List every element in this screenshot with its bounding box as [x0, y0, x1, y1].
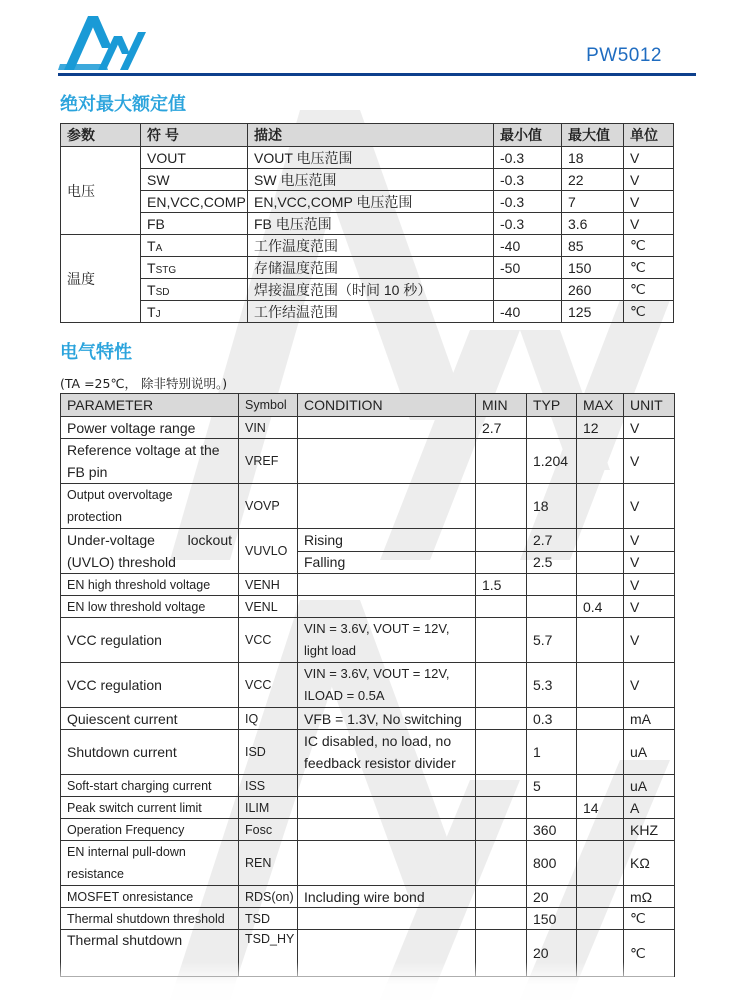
col-header-min: 最小值 — [494, 124, 562, 147]
symbol-cell: RDS(on) — [239, 886, 298, 908]
param-cell: Thermal shutdown threshold — [61, 908, 239, 930]
condition-cell: VIN = 3.6V, VOUT = 12V, ILOAD = 0.5A — [298, 663, 476, 708]
condition-cell — [298, 775, 476, 797]
table-row — [61, 819, 675, 841]
max-cell — [577, 484, 624, 529]
max-cell — [577, 730, 624, 775]
abs-max-table — [60, 123, 674, 323]
min-cell — [494, 279, 562, 301]
param-cell: Power voltage range — [61, 417, 239, 439]
unit-cell: ℃ — [624, 279, 674, 301]
table-row — [61, 708, 675, 730]
unit-cell: uA — [624, 730, 675, 775]
table-row — [61, 841, 675, 886]
max-cell: 12 — [577, 417, 624, 439]
unit-cell: V — [624, 169, 674, 191]
unit-cell: ℃ — [624, 301, 674, 323]
desc-cell: SW 电压范围 — [248, 169, 494, 191]
min-cell: -50 — [494, 257, 562, 279]
typ-cell: 18 — [527, 484, 577, 529]
table-row — [61, 529, 675, 552]
unit-cell: V — [624, 417, 675, 439]
min-cell — [476, 841, 527, 886]
condition-cell — [298, 484, 476, 529]
col-header-condition: CONDITION — [298, 394, 476, 417]
typ-cell: 20 — [527, 930, 577, 977]
unit-cell: mA — [624, 708, 675, 730]
unit-cell: V — [624, 147, 674, 169]
min-cell — [476, 708, 527, 730]
table-row — [61, 213, 674, 235]
condition-cell: Rising — [298, 529, 476, 552]
unit-cell: V — [624, 574, 675, 596]
table-row — [61, 775, 675, 797]
symbol-cell: TSD — [141, 279, 248, 301]
typ-cell — [527, 797, 577, 819]
unit-cell: KHZ — [624, 819, 675, 841]
symbol-cell: VCC — [239, 618, 298, 663]
unit-cell: uA — [624, 775, 675, 797]
param-cell: Peak switch current limit — [61, 797, 239, 819]
condition-cell — [298, 797, 476, 819]
col-header-unit: UNIT — [624, 394, 675, 417]
min-cell — [476, 551, 527, 574]
symbol-cell: IQ — [239, 708, 298, 730]
max-cell — [577, 908, 624, 930]
param-cell: Thermal shutdown — [61, 930, 239, 977]
typ-cell: 800 — [527, 841, 577, 886]
max-cell — [577, 775, 624, 797]
col-header-parameter: PARAMETER — [61, 394, 239, 417]
min-cell — [476, 730, 527, 775]
typ-cell: 360 — [527, 819, 577, 841]
unit-cell: A — [624, 797, 675, 819]
header-rule — [58, 73, 696, 76]
condition-cell: VIN = 3.6V, VOUT = 12V, light load — [298, 618, 476, 663]
typ-cell: 5.7 — [527, 618, 577, 663]
symbol-cell: EN,VCC,COMP — [141, 191, 248, 213]
unit-cell: KΩ — [624, 841, 675, 886]
col-header-max: 最大值 — [562, 124, 624, 147]
max-cell: 3.6 — [562, 213, 624, 235]
desc-cell: EN,VCC,COMP 电压范围 — [248, 191, 494, 213]
symbol-cell: VCC — [239, 663, 298, 708]
elec-table — [60, 393, 675, 977]
part-number: PW5012 — [586, 45, 662, 66]
symbol-cell: Fosc — [239, 819, 298, 841]
param-cell: Quiescent current — [61, 708, 239, 730]
condition-cell — [298, 819, 476, 841]
symbol-cell: ISD — [239, 730, 298, 775]
table-row — [61, 574, 675, 596]
col-header-min: MIN — [476, 394, 527, 417]
elec-header-row — [61, 394, 675, 417]
col-header-typ: TYP — [527, 394, 577, 417]
typ-cell — [527, 596, 577, 618]
typ-cell — [527, 417, 577, 439]
col-header-param: 参数 — [61, 124, 141, 147]
max-cell: 0.4 — [577, 596, 624, 618]
max-cell — [577, 819, 624, 841]
condition-cell — [298, 596, 476, 618]
table-row — [61, 191, 674, 213]
desc-cell: 工作结温范围 — [248, 301, 494, 323]
min-cell — [476, 797, 527, 819]
col-header-symbol: 符 号 — [141, 124, 248, 147]
elec-title: 电气特性 — [60, 342, 132, 363]
condition-cell — [298, 417, 476, 439]
unit-cell: V — [624, 663, 675, 708]
table-row — [61, 886, 675, 908]
table-row — [61, 797, 675, 819]
min-cell — [476, 930, 527, 977]
table-row — [61, 596, 675, 618]
param-cell: Shutdown current — [61, 730, 239, 775]
unit-cell: V — [624, 618, 675, 663]
max-cell — [577, 886, 624, 908]
min-cell — [476, 908, 527, 930]
abs-max-header-row — [61, 124, 674, 147]
min-cell — [476, 886, 527, 908]
min-cell — [476, 484, 527, 529]
table-row — [61, 663, 675, 708]
min-cell: -40 — [494, 235, 562, 257]
table-row — [61, 930, 675, 977]
table-row — [61, 301, 674, 323]
condition-cell: Including wire bond — [298, 886, 476, 908]
desc-cell: 焊接温度范围（时间 10 秒） — [248, 279, 494, 301]
unit-cell: ℃ — [624, 257, 674, 279]
max-cell — [577, 708, 624, 730]
typ-cell: 2.5 — [527, 551, 577, 574]
max-cell — [577, 439, 624, 484]
min-cell: -40 — [494, 301, 562, 323]
max-cell — [577, 663, 624, 708]
min-cell: 2.7 — [476, 417, 527, 439]
symbol-cell: TSD_HY — [239, 930, 298, 977]
param-cell: EN internal pull-down resistance — [61, 841, 239, 886]
min-cell: -0.3 — [494, 191, 562, 213]
symbol-cell: TA — [141, 235, 248, 257]
typ-cell: 1.204 — [527, 439, 577, 484]
max-cell: 22 — [562, 169, 624, 191]
table-row — [61, 908, 675, 930]
max-cell: 150 — [562, 257, 624, 279]
desc-cell: 存储温度范围 — [248, 257, 494, 279]
symbol-cell: VUVLO — [239, 529, 298, 574]
typ-cell: 20 — [527, 886, 577, 908]
max-cell: 18 — [562, 147, 624, 169]
param-cell: Operation Frequency — [61, 819, 239, 841]
typ-cell: 2.7 — [527, 529, 577, 552]
max-cell — [577, 574, 624, 596]
table-row — [61, 279, 674, 301]
min-cell: -0.3 — [494, 169, 562, 191]
unit-cell: V — [624, 213, 674, 235]
max-cell — [577, 529, 624, 552]
unit-cell: V — [624, 551, 675, 574]
unit-cell: mΩ — [624, 886, 675, 908]
max-cell — [577, 930, 624, 977]
param-cell: EN high threshold voltage — [61, 574, 239, 596]
param-cell: VCC regulation — [61, 663, 239, 708]
condition-cell — [298, 908, 476, 930]
min-cell — [476, 819, 527, 841]
unit-cell: V — [624, 596, 675, 618]
table-row — [61, 439, 675, 484]
param-cell: Output overvoltage protection — [61, 484, 239, 529]
symbol-cell: TSD — [239, 908, 298, 930]
max-cell — [577, 841, 624, 886]
typ-cell: 5.3 — [527, 663, 577, 708]
max-cell: 14 — [577, 797, 624, 819]
min-cell — [476, 618, 527, 663]
symbol-cell: ISS — [239, 775, 298, 797]
table-row — [61, 147, 674, 169]
param-group-temperature: 温度 — [61, 235, 141, 323]
symbol-cell: VENH — [239, 574, 298, 596]
unit-cell: V — [624, 529, 675, 552]
param-cell: VCC regulation — [61, 618, 239, 663]
min-cell: -0.3 — [494, 147, 562, 169]
symbol-cell: ILIM — [239, 797, 298, 819]
param-cell: Soft-start charging current — [61, 775, 239, 797]
unit-cell: ℃ — [624, 930, 675, 977]
max-cell: 260 — [562, 279, 624, 301]
min-cell: 1.5 — [476, 574, 527, 596]
symbol-cell: REN — [239, 841, 298, 886]
symbol-cell: FB — [141, 213, 248, 235]
symbol-cell: VOUT — [141, 147, 248, 169]
condition-cell — [298, 574, 476, 596]
typ-cell: 5 — [527, 775, 577, 797]
param-cell: MOSFET onresistance — [61, 886, 239, 908]
min-cell — [476, 596, 527, 618]
typ-cell: 150 — [527, 908, 577, 930]
condition-cell — [298, 439, 476, 484]
company-logo — [58, 14, 148, 72]
desc-cell: FB 电压范围 — [248, 213, 494, 235]
typ-cell — [527, 574, 577, 596]
max-cell: 7 — [562, 191, 624, 213]
table-row — [61, 730, 675, 775]
symbol-cell: VENL — [239, 596, 298, 618]
symbol-cell: TSTG — [141, 257, 248, 279]
condition-cell: VFB = 1.3V, No switching — [298, 708, 476, 730]
table-row — [61, 484, 675, 529]
symbol-cell: VOVP — [239, 484, 298, 529]
min-cell — [476, 439, 527, 484]
max-cell: 125 — [562, 301, 624, 323]
table-row — [61, 618, 675, 663]
desc-cell: VOUT 电压范围 — [248, 147, 494, 169]
table-row — [61, 417, 675, 439]
condition-cell — [298, 930, 476, 977]
abs-max-title: 绝对最大额定值 — [60, 94, 186, 115]
condition-cell: Falling — [298, 551, 476, 574]
col-header-symbol: Symbol — [239, 394, 298, 417]
typ-cell: 0.3 — [527, 708, 577, 730]
max-cell: 85 — [562, 235, 624, 257]
min-cell — [476, 663, 527, 708]
col-header-unit: 单位 — [624, 124, 674, 147]
table-row — [61, 257, 674, 279]
table-row — [61, 169, 674, 191]
condition-cell — [298, 841, 476, 886]
max-cell — [577, 618, 624, 663]
min-cell — [476, 529, 527, 552]
desc-cell: 工作温度范围 — [248, 235, 494, 257]
col-header-desc: 描述 — [248, 124, 494, 147]
max-cell — [577, 551, 624, 574]
unit-cell: V — [624, 191, 674, 213]
symbol-cell: VREF — [239, 439, 298, 484]
unit-cell: V — [624, 439, 675, 484]
table-row — [61, 235, 674, 257]
param-cell: Under-voltage lockout (UVLO) threshold — [61, 529, 239, 574]
symbol-cell: SW — [141, 169, 248, 191]
unit-cell: ℃ — [624, 235, 674, 257]
param-group-voltage: 电压 — [61, 147, 141, 235]
typ-cell: 1 — [527, 730, 577, 775]
conditions-note: (TA =25℃， 除非特别说明。) — [60, 376, 228, 391]
col-header-max: MAX — [577, 394, 624, 417]
condition-cell: IC disabled, no load, no feedback resistor divider — [298, 730, 476, 775]
min-cell: -0.3 — [494, 213, 562, 235]
symbol-cell: TJ — [141, 301, 248, 323]
unit-cell: ℃ — [624, 908, 675, 930]
symbol-cell: VIN — [239, 417, 298, 439]
param-cell: EN low threshold voltage — [61, 596, 239, 618]
min-cell — [476, 775, 527, 797]
param-cell: Reference voltage at the FB pin — [61, 439, 239, 484]
unit-cell: V — [624, 484, 675, 529]
